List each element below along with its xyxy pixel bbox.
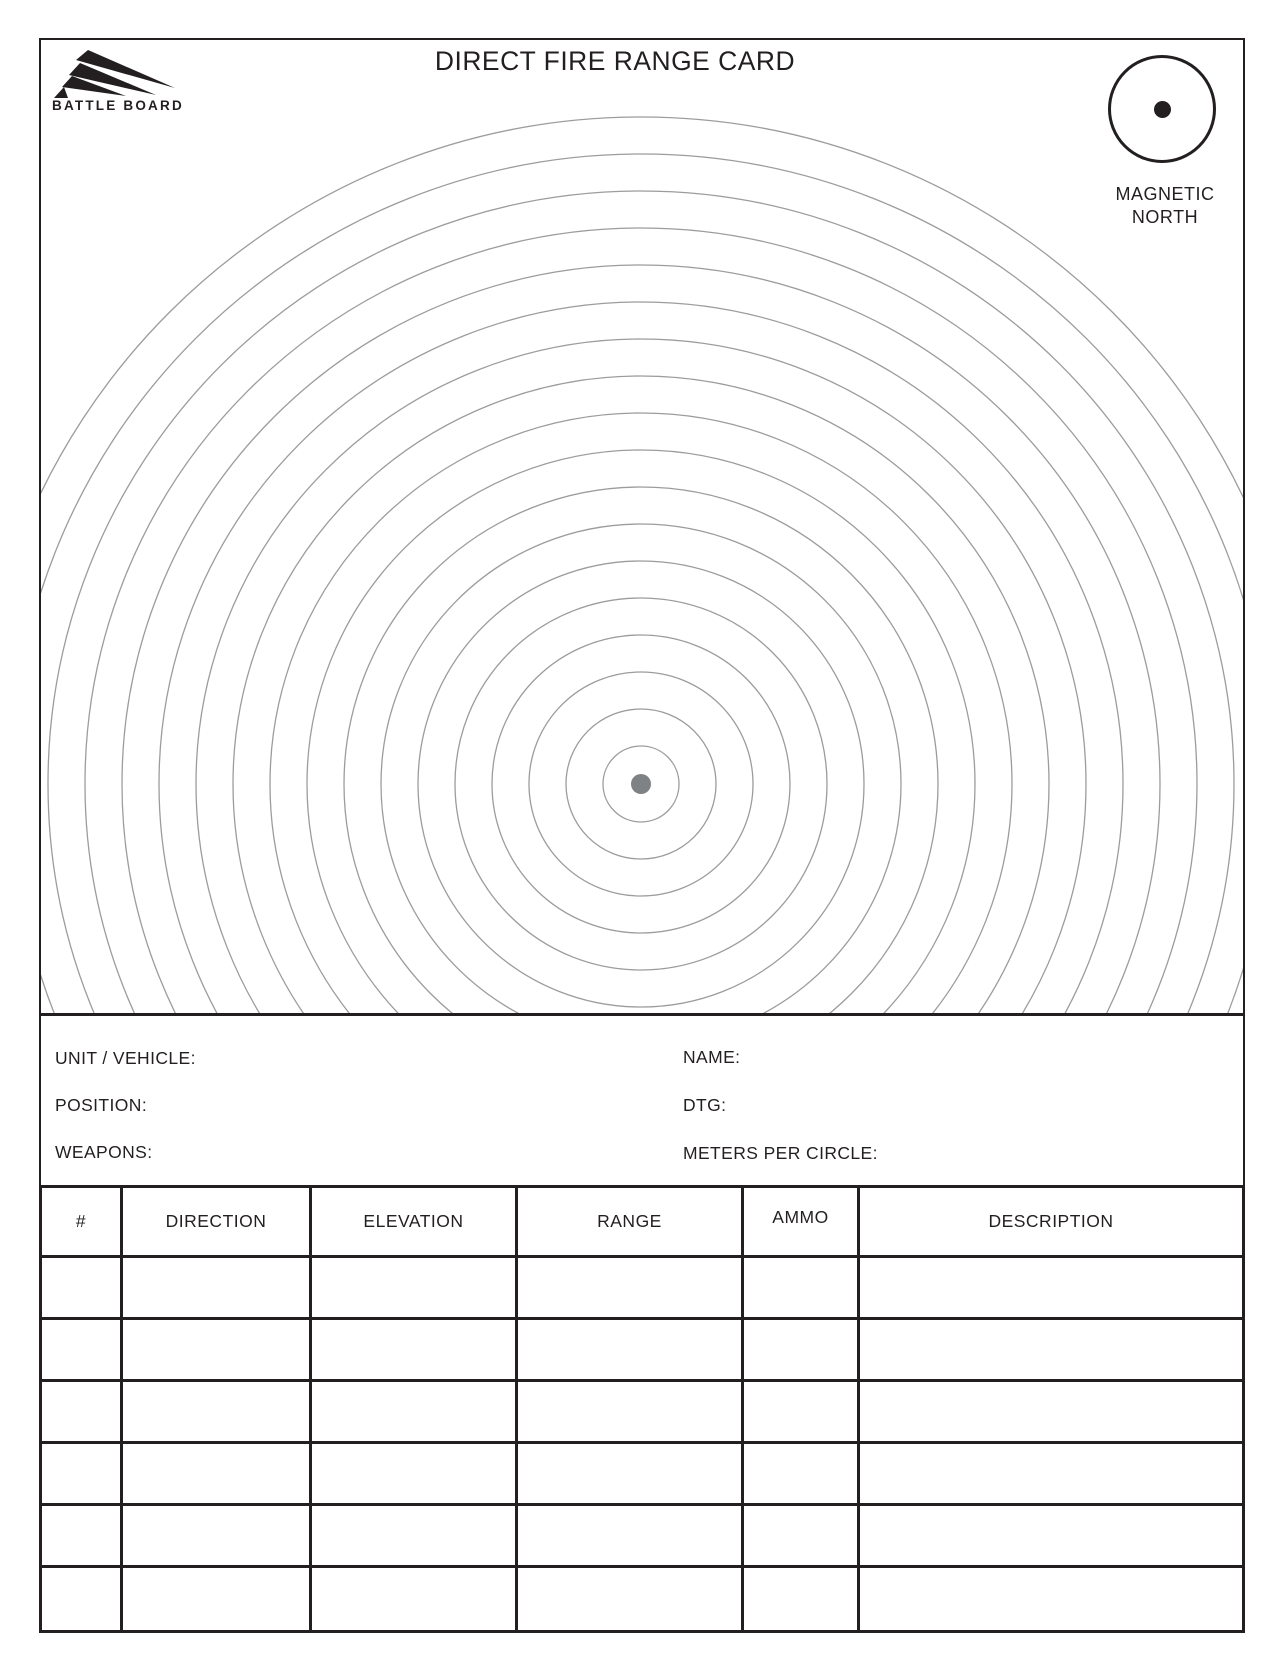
field-position (55, 1094, 620, 1116)
field-name-label: NAME: (683, 1046, 741, 1067)
field-dtg (683, 1094, 1238, 1116)
table-cell-r2-c4[interactable] (518, 1320, 744, 1382)
column-header-description: DESCRIPTION (860, 1188, 1242, 1258)
table-cell-r3-c6[interactable] (860, 1382, 1242, 1444)
table-cell-r5-c1[interactable] (42, 1506, 123, 1568)
table-cell-r6-c4[interactable] (518, 1568, 744, 1630)
table-cell-r4-c2[interactable] (123, 1444, 312, 1506)
table-cell-r1-c5[interactable] (744, 1258, 860, 1320)
column-header-direction: DIRECTION (123, 1188, 312, 1258)
table-cell-r1-c2[interactable] (123, 1258, 312, 1320)
table-cell-r3-c4[interactable] (518, 1382, 744, 1444)
table-cell-r1-c6[interactable] (860, 1258, 1242, 1320)
column-header--: # (42, 1188, 123, 1258)
field-weapons-input[interactable] (153, 1141, 620, 1163)
table-cell-r2-c1[interactable] (42, 1320, 123, 1382)
table-cell-r2-c2[interactable] (123, 1320, 312, 1382)
column-header-elevation: ELEVATION (312, 1188, 518, 1258)
field-unit-vehicle (55, 1047, 620, 1069)
column-header-range: RANGE (518, 1188, 744, 1258)
table-cell-r1-c1[interactable] (42, 1258, 123, 1320)
field-position-input[interactable] (147, 1094, 620, 1116)
section-divider (39, 1013, 1245, 1016)
magnetic-north-icon (1108, 55, 1216, 163)
range-ring (159, 302, 1123, 1013)
magnetic-north-label (1085, 183, 1245, 229)
field-unit-vehicle-label: UNIT / VEHICLE: (55, 1047, 196, 1068)
table-cell-r1-c4[interactable] (518, 1258, 744, 1320)
table-cell-r2-c3[interactable] (312, 1320, 518, 1382)
magnetic-north-label-line1: MAGNETIC (1115, 184, 1215, 204)
table-cell-r4-c5[interactable] (744, 1444, 860, 1506)
fire-command-table (39, 1185, 1245, 1633)
range-ring (381, 524, 901, 1013)
field-meters-per-circle-label: METERS PER CIRCLE: (683, 1142, 878, 1163)
field-position-label: POSITION: (55, 1094, 148, 1115)
magnetic-north-dot (1154, 101, 1171, 118)
range-ring (41, 154, 1243, 1013)
range-ring (270, 413, 1012, 1013)
table-cell-r5-c4[interactable] (518, 1506, 744, 1568)
table-cell-r5-c5[interactable] (744, 1506, 860, 1568)
magnetic-north-label-line2: NORTH (1131, 207, 1199, 227)
brand-name: BATTLE BOARD (52, 98, 184, 113)
field-name-input[interactable] (740, 1046, 1238, 1068)
table-cell-r6-c1[interactable] (42, 1568, 123, 1630)
field-unit-vehicle-input[interactable] (196, 1047, 620, 1069)
table-cell-r3-c2[interactable] (123, 1382, 312, 1444)
table-cell-r2-c6[interactable] (860, 1320, 1242, 1382)
field-name (683, 1046, 1238, 1068)
table-cell-r3-c1[interactable] (42, 1382, 123, 1444)
range-rings (41, 40, 1243, 1013)
table-cell-r5-c3[interactable] (312, 1506, 518, 1568)
table-cell-r6-c5[interactable] (744, 1568, 860, 1630)
field-dtg-input[interactable] (726, 1094, 1238, 1116)
field-meters-per-circle (683, 1142, 1238, 1164)
range-ring (233, 376, 1049, 1013)
table-cell-r3-c3[interactable] (312, 1382, 518, 1444)
range-ring (122, 265, 1160, 1013)
table-cell-r4-c6[interactable] (860, 1444, 1242, 1506)
range-ring (48, 191, 1234, 1013)
table-cell-r6-c3[interactable] (312, 1568, 518, 1630)
range-ring (344, 487, 938, 1013)
range-ring (196, 339, 1086, 1013)
field-meters-per-circle-input[interactable] (878, 1142, 1238, 1164)
table-cell-r3-c5[interactable] (744, 1382, 860, 1444)
table-cell-r4-c1[interactable] (42, 1444, 123, 1506)
range-ring (307, 450, 975, 1013)
position-dot (631, 774, 651, 794)
table-cell-r1-c3[interactable] (312, 1258, 518, 1320)
table-cell-r5-c6[interactable] (860, 1506, 1242, 1568)
field-weapons-label: WEAPONS: (55, 1141, 153, 1162)
table-cell-r6-c6[interactable] (860, 1568, 1242, 1630)
table-cell-r4-c4[interactable] (518, 1444, 744, 1506)
range-ring (85, 228, 1197, 1013)
field-dtg-label: DTG: (683, 1094, 727, 1115)
table-cell-r6-c2[interactable] (123, 1568, 312, 1630)
range-ring (41, 117, 1243, 1013)
table-cell-r4-c3[interactable] (312, 1444, 518, 1506)
page-title: DIRECT FIRE RANGE CARD (434, 46, 796, 76)
table-cell-r2-c5[interactable] (744, 1320, 860, 1382)
column-header-ammo: AMMO (744, 1188, 860, 1258)
table-cell-r5-c2[interactable] (123, 1506, 312, 1568)
field-weapons (55, 1141, 620, 1163)
